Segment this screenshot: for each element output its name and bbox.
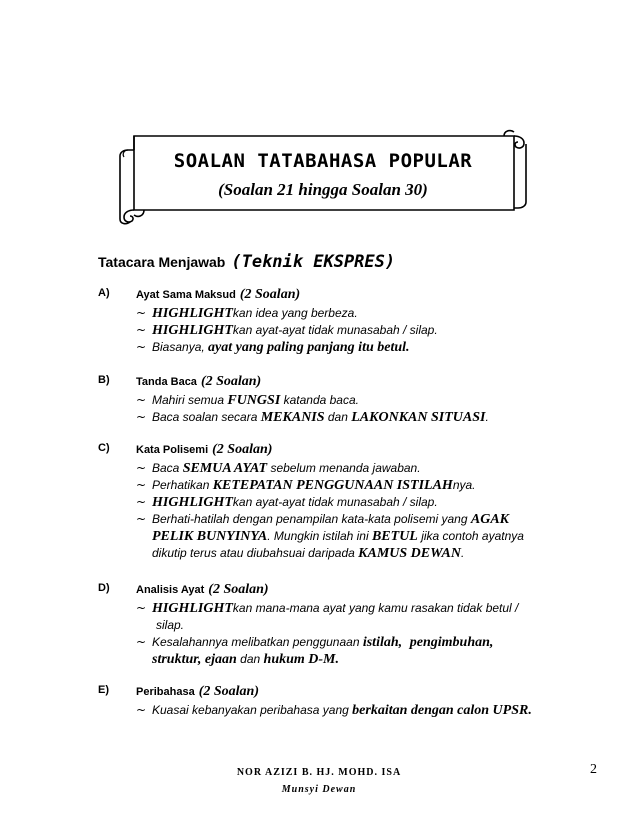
- page-number: 2: [590, 762, 597, 777]
- question-count: (2 Soalan): [208, 582, 269, 597]
- banner-title: SOALAN TATABAHASA POPULAR: [173, 150, 473, 172]
- section-letter: B): [98, 374, 110, 386]
- title-banner: [118, 126, 528, 226]
- question-count: (2 Soalan): [212, 442, 273, 457]
- list-item: ~ HIGHLIGHTkan mana-mana ayat yang kamu rasakan tidak betul / silap.: [136, 601, 519, 632]
- section-d: [98, 580, 598, 668]
- section-letter: E): [98, 684, 109, 696]
- section-a: [98, 285, 598, 356]
- section-title: Ayat Sama Maksud: [136, 289, 236, 301]
- footer-role: Munsyi Dewan: [281, 784, 357, 795]
- list-item: ~ HIGHLIGHTkan idea yang berbeza.: [136, 306, 358, 321]
- list-item: ~ Perhatikan KETEPATAN PENGGUNAAN ISTILAHnya.: [136, 478, 476, 493]
- section-heading: [98, 252, 395, 272]
- section-title: Peribahasa: [136, 686, 195, 698]
- scroll-shape: [118, 126, 528, 226]
- section-letter: C): [98, 442, 110, 454]
- heading-label: Tatacara Menjawab: [98, 254, 226, 270]
- banner-subtitle: (Soalan 21 hingga Soalan 30): [218, 180, 428, 199]
- section-b: [98, 372, 598, 426]
- section-title: Tanda Baca: [136, 376, 197, 388]
- list-item: ~ Berhati-hatilah dengan penampilan kata-kata polisemi yang AGAK PELIK BUNYINYA. Mungkin istilah ini BETUL jika contoh ayatnya dikutip terus atau diubahsuai daripada KAMUS DEWAN.: [136, 512, 524, 561]
- question-count: (2 Soalan): [198, 684, 259, 699]
- list-item: ~ Baca soalan secara MEKANIS dan LAKONKAN SITUASI.: [136, 410, 489, 425]
- list-item: ~ HIGHLIGHTkan ayat-ayat tidak munasabah / silap.: [136, 495, 438, 510]
- section-letter: A): [98, 287, 110, 299]
- list-item: ~ Kesalahannya melibatkan penggunaan istilah, pengimbuhan, struktur, ejaan dan hukum D-M.: [136, 635, 494, 667]
- list-item: ~ Biasanya, ayat yang paling panjang itu betul.: [136, 340, 410, 355]
- section-e: [98, 682, 598, 719]
- footer-author: NOR AZIZI B. HJ. MOHD. ISA: [236, 767, 402, 778]
- footer: [0, 764, 638, 798]
- section-letter: D): [98, 582, 110, 594]
- list-item: ~ HIGHLIGHTkan ayat-ayat tidak munasabah / silap.: [136, 323, 438, 338]
- section-c: [98, 440, 598, 562]
- section-title: Analisis Ayat: [136, 584, 205, 596]
- list-item: ~ Mahiri semua FUNGSI katanda baca.: [136, 393, 359, 408]
- question-count: (2 Soalan): [239, 287, 301, 302]
- heading-technique: (Teknik EKSPRES): [231, 252, 396, 272]
- list-item: ~ Kuasai kebanyakan peribahasa yang berkaitan dengan calon UPSR.: [136, 703, 532, 718]
- list-item: ~ Baca SEMUA AYAT sebelum menanda jawaban.: [136, 461, 421, 476]
- question-count: (2 Soalan): [200, 374, 262, 389]
- section-title: Kata Polisemi: [136, 444, 209, 456]
